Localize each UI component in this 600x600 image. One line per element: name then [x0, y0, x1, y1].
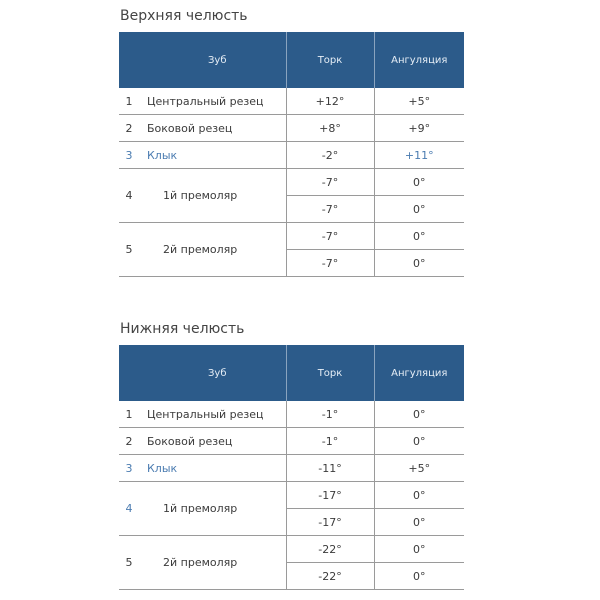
table-row — [119, 482, 464, 509]
header-angulation: Ангуляция — [374, 345, 464, 401]
torque-value: -1° — [286, 401, 374, 428]
tooth-name: 2й премоляр — [139, 536, 286, 590]
angulation-value: 0° — [374, 563, 464, 590]
tooth-name: Центральный резец — [139, 401, 286, 428]
tooth-number: 1 — [119, 401, 139, 428]
tooth-name: Центральный резец — [139, 88, 286, 115]
torque-value: -1° — [286, 428, 374, 455]
header-angulation: Ангуляция — [374, 32, 464, 88]
table-row — [119, 115, 464, 142]
upper-jaw-table — [119, 32, 464, 277]
angulation-value: +9° — [374, 115, 464, 142]
angulation-value: 0° — [374, 428, 464, 455]
torque-value: -11° — [286, 455, 374, 482]
table-header-row — [119, 32, 464, 88]
angulation-value: 0° — [374, 536, 464, 563]
angulation-value: 0° — [374, 196, 464, 223]
upper-jaw-title: Верхняя челюсть — [120, 8, 248, 24]
tooth-name: 1й премоляр — [139, 169, 286, 223]
angulation-value: 0° — [374, 509, 464, 536]
angulation-value: 0° — [374, 401, 464, 428]
table-row — [119, 401, 464, 428]
torque-value: -7° — [286, 169, 374, 196]
table-row — [119, 536, 464, 563]
table-row — [119, 223, 464, 250]
angulation-value: 0° — [374, 250, 464, 277]
table-row — [119, 169, 464, 196]
table-row — [119, 142, 464, 169]
torque-value: -2° — [286, 142, 374, 169]
tooth-number: 3 — [119, 455, 139, 482]
tooth-number: 4 — [119, 482, 139, 536]
angulation-value: 0° — [374, 223, 464, 250]
header-torque: Торк — [286, 32, 374, 88]
torque-value: -22° — [286, 536, 374, 563]
angulation-value: 0° — [374, 169, 464, 196]
torque-value: -22° — [286, 563, 374, 590]
tooth-number: 2 — [119, 428, 139, 455]
table-row — [119, 88, 464, 115]
table-header-row — [119, 345, 464, 401]
torque-value: -7° — [286, 196, 374, 223]
lower-jaw-title: Нижняя челюсть — [120, 321, 245, 337]
tooth-number: 3 — [119, 142, 139, 169]
lower-jaw-table — [119, 345, 464, 590]
header-tooth: Зуб — [119, 345, 286, 401]
torque-value: -17° — [286, 482, 374, 509]
torque-value: +12° — [286, 88, 374, 115]
tooth-number: 5 — [119, 536, 139, 590]
angulation-value: +11° — [374, 142, 464, 169]
tooth-name: Клык — [139, 455, 286, 482]
table-row — [119, 428, 464, 455]
torque-value: +8° — [286, 115, 374, 142]
torque-value: -7° — [286, 250, 374, 277]
angulation-value: +5° — [374, 455, 464, 482]
torque-value: -17° — [286, 509, 374, 536]
torque-value: -7° — [286, 223, 374, 250]
angulation-value: 0° — [374, 482, 464, 509]
tooth-name: 2й премоляр — [139, 223, 286, 277]
angulation-value: +5° — [374, 88, 464, 115]
tooth-number: 4 — [119, 169, 139, 223]
tooth-name: 1й премоляр — [139, 482, 286, 536]
tooth-name: Боковой резец — [139, 428, 286, 455]
tooth-name: Клык — [139, 142, 286, 169]
tooth-number: 1 — [119, 88, 139, 115]
header-tooth: Зуб — [119, 32, 286, 88]
tooth-number: 5 — [119, 223, 139, 277]
tooth-number: 2 — [119, 115, 139, 142]
tooth-name: Боковой резец — [139, 115, 286, 142]
table-row — [119, 455, 464, 482]
header-torque: Торк — [286, 345, 374, 401]
